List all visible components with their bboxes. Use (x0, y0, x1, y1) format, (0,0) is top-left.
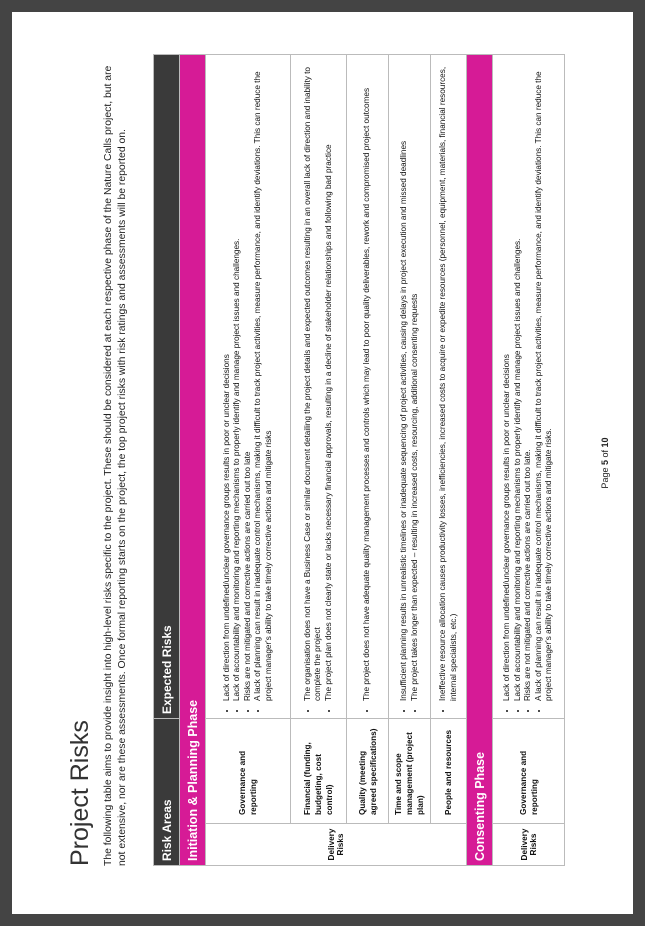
risk-item: • Lack of accountability and monitoring and reporting mechanisms to properly identify and manage project issues and challenges. (513, 59, 524, 701)
header-expected-risks: Expected Risks (154, 55, 180, 719)
table-row (493, 55, 565, 866)
risk-area-cell: Governance and reporting (206, 719, 291, 824)
risk-item: • Lack of direction from undefined/unclear governance groups results in poor or unclear decisions (222, 59, 233, 701)
intro-paragraph: The following table aims to provide insight into high-level risks specific to the project. These should be considered at each respective phase of the Nature Calls project, but are not extensive, nor are these assessments. Once formal reporting starts on the project, the top project risks with risk ratings and assessments will be reported on. (103, 65, 128, 866)
table-row (206, 55, 291, 866)
page-number: Page 5 of 10 (600, 437, 610, 489)
category-cell: Delivery Risks (206, 824, 467, 866)
risk-item: • A lack of planning can result in inadequate control mechanisms, making it difficult to track project activities, measure performance, and identify deviations. This can reduce the project manager's ability to take timely corrective actions and mitigate risks (253, 59, 274, 701)
page-title: Project Risks (66, 720, 94, 866)
risk-area-cell: Governance and reporting (493, 719, 565, 824)
risk-item: • Risks are not mitigated and corrective actions are carried out too late. (523, 59, 534, 701)
category-cell: Delivery Risks (493, 824, 565, 866)
table-row (291, 55, 347, 866)
risk-item: • The organisation does not have a Business Case or similar document detailing the project details and expected outcomes resulting in an overall lack of direction and inability to complete the project (303, 59, 324, 701)
risk-area-cell: Time and scope management (project plan) (389, 719, 431, 824)
risk-area-cell: Financial (funding, budgeting, cost control) (291, 719, 347, 824)
risk-table (153, 54, 565, 866)
risk-item: • Insufficient planning results in unrealistic timelines or inadequate sequencing of project activities, causing delays in project execution and missed deadlines (399, 59, 410, 701)
risk-item: • The project does not have adequate quality management processes and controls which may lead to poor quality deliverables, rework and compromised project outcomes (362, 59, 373, 701)
risk-item: • The project takes longer than expected – resulting in increased costs, resourcing, additional consenting requests (410, 59, 421, 701)
table-row (347, 55, 389, 866)
phase-title: Consenting Phase (467, 55, 493, 866)
table-row (389, 55, 431, 866)
expected-risks-cell (206, 55, 291, 719)
expected-risks-cell (493, 55, 565, 719)
risk-item: • A lack of planning can result in inadequate control mechanisms, making it difficult to track project activities, measure performance, and identify deviations. This can reduce the project manager's ability to take timely corrective actions and mitigate risks. (534, 59, 555, 701)
header-risk-areas: Risk Areas (154, 719, 180, 866)
expected-risks-cell (389, 55, 431, 719)
risk-item: • Risks are not mitigated and corrective actions are carried out too late (243, 59, 254, 701)
phase-title: Initiation & Planning Phase (180, 55, 206, 866)
expected-risks-cell (347, 55, 389, 719)
risk-item: • Lack of direction from undefined/unclear governance groups results in poor or unclear decisions (502, 59, 513, 701)
table-header-row (154, 55, 180, 866)
table-row (431, 55, 467, 866)
document-page (12, 12, 633, 914)
risk-area-cell: People and resources (431, 719, 467, 824)
expected-risks-cell (291, 55, 347, 719)
phase-row-consenting (467, 55, 493, 866)
expected-risks-cell (431, 55, 467, 719)
risk-item: • Lack of accountability and monitoring and reporting mechanisms to properly identify and manage project issues and challenges. (232, 59, 243, 701)
risk-area-cell: Quality (meeting agreed specifications) (347, 719, 389, 824)
risk-item: • The project plan does not clearly state or lacks necessary financial approvals, resulting in a decline of stakeholder relationships and following bad practice (324, 59, 335, 701)
phase-row-initiation (180, 55, 206, 866)
rotated-content (12, 12, 633, 914)
risk-item: • Ineffective resource allocation causes productivity losses, inefficiencies, increased costs to acquire or expedite resources (personnel, equipment, materials, financial resources, internal specialists, etc.) (438, 59, 459, 701)
